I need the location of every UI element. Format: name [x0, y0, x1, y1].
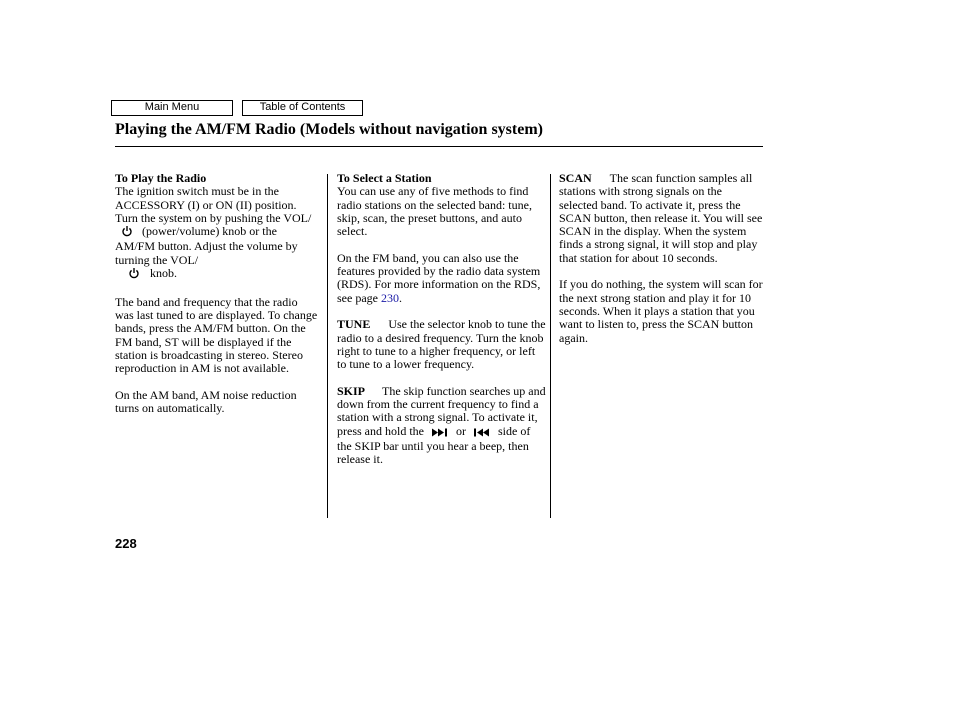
tune-label: TUNE [337, 317, 371, 332]
column-select-station [337, 172, 547, 480]
section-heading-play-radio: To Play the Radio [115, 171, 207, 185]
paragraph [115, 185, 319, 282]
column-divider [550, 174, 551, 518]
paragraph: You can use any of five methods to find radio stations on the selected band: tune, skip, scan, the preset buttons, and auto select. [337, 184, 532, 239]
text: side of the SKIP bar until you hear a beep, then release it. [337, 423, 531, 467]
scan-label: SCAN [559, 171, 592, 185]
main-menu-button[interactable]: Main Menu [111, 100, 233, 116]
section-heading-select-station: To Select a Station [337, 171, 432, 185]
text: The scan function samples all stations with strong signals on the selected band. To activate it, press the SCAN button, then release it. You will see SCAN in the display. When the system finds a strong signal, it will stop and play that station for about 10 seconds. [559, 171, 763, 265]
text: or [455, 423, 466, 438]
page-link-230[interactable]: 230 [380, 290, 399, 305]
table-of-contents-button[interactable]: Table of Contents [242, 100, 363, 116]
paragraph: The band and frequency that the radio was last tuned to are displayed. To change bands, press the AM/FM button. On the FM band, ST will be displayed if the station is broadcasting in stereo. Stereo reproduction in AM is not available. [115, 294, 318, 376]
paragraph [337, 318, 547, 371]
power-icon [128, 267, 140, 282]
text: . [398, 290, 402, 305]
paragraph [337, 385, 547, 467]
skip-back-icon [473, 427, 491, 440]
page-title: Playing the AM/FM Radio (Models without navigation system) [115, 121, 543, 138]
paragraph [337, 252, 547, 305]
power-icon [121, 225, 133, 240]
column-divider [327, 174, 328, 518]
paragraph: On the AM band, AM noise reduction turns on automatically. [115, 387, 297, 416]
text: Use the selector knob to tune the radio to a desired frequency. Turn the knob right to tune to a higher frequency, or left to tune to a lower frequency. [337, 317, 546, 372]
text: The skip function searches up and down from the current frequency to find a station with a strong signal. To activate it, press and hold the [337, 383, 546, 438]
skip-forward-icon [431, 427, 449, 440]
paragraph [559, 172, 763, 265]
text: On the FM band, you can also use the features provided by the radio data system (RDS). For more information on the RDS, see page [337, 250, 541, 305]
text: The ignition switch must be in the ACCESSORY (I) or ON (II) position. Turn the system on by pushing the VOL/ [115, 184, 312, 225]
column-scan [559, 172, 763, 358]
skip-label: SKIP [337, 383, 366, 398]
page-number: 228 [115, 536, 137, 551]
text: (power/volume) knob or the AM/FM button. Adjust the volume by turning the VOL/ [115, 224, 298, 267]
text: knob. [150, 266, 177, 281]
paragraph: If you do nothing, the system will scan for the next strong station and play it for 10 seconds. When it plays a station that you want to listen to, press the SCAN button again. [559, 277, 763, 345]
title-rule [115, 146, 763, 147]
column-play-radio [115, 172, 319, 429]
